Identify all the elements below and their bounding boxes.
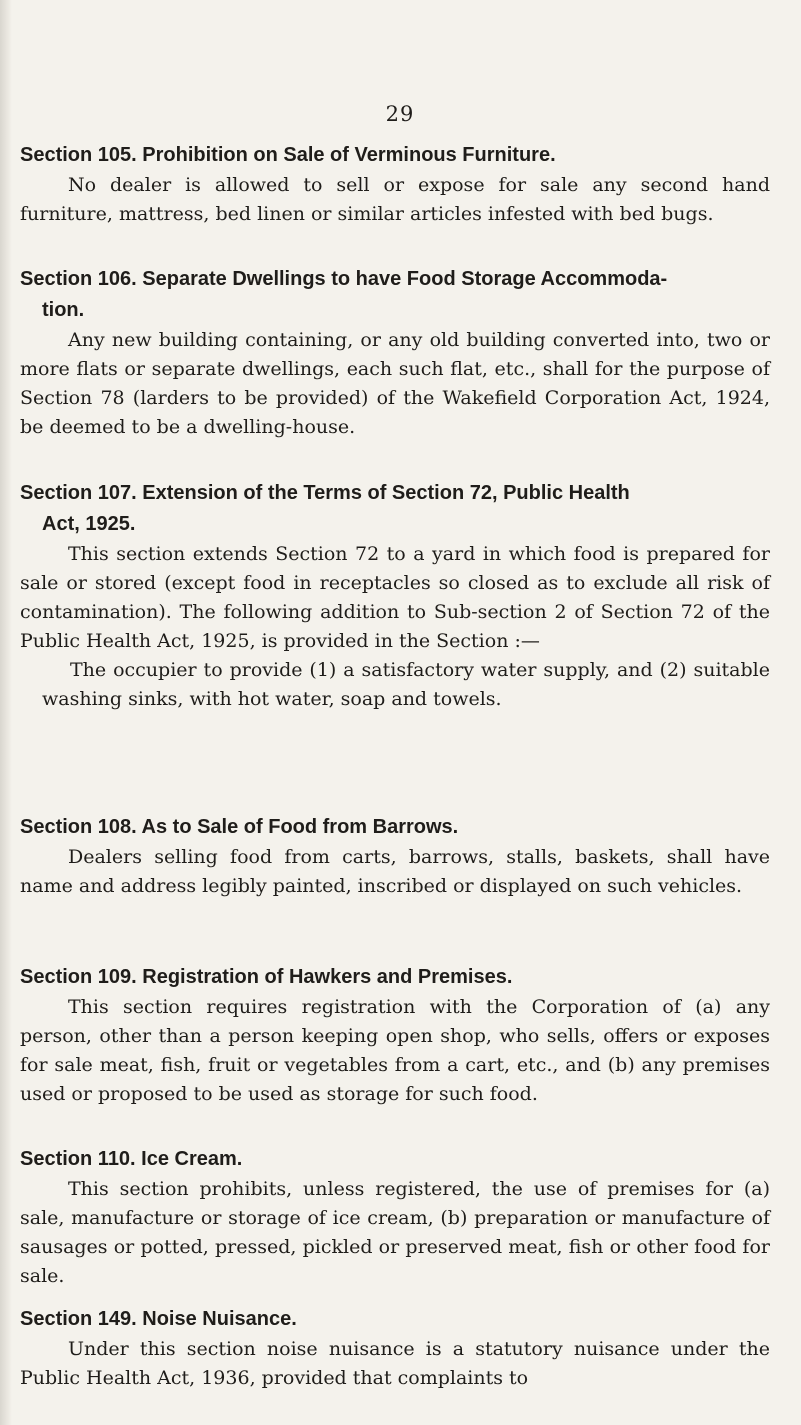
section-105: [20, 140, 770, 229]
section-109: [20, 962, 770, 1109]
section-heading: Section 110. Ice Cream.: [20, 1148, 243, 1170]
section-149: [20, 1304, 770, 1393]
section-heading: Section 108. As to Sale of Food from Barrows.: [20, 816, 459, 838]
section-106: [20, 264, 770, 442]
heading-line: Section 107. Extension of the Terms of Section 72, Public Health: [20, 482, 630, 504]
section-paragraph: Dealers selling food from carts, barrows, stalls, baskets, shall have name and address legibly painted, inscribed or displayed on such vehicles.: [20, 846, 770, 897]
section-heading: Section 149. Noise Nuisance.: [20, 1308, 297, 1330]
page-binding-edge: [0, 0, 12, 1425]
section-heading: [20, 478, 770, 540]
section-110: [20, 1144, 770, 1291]
section-107: [20, 478, 770, 714]
section-paragraph: This section requires registration with the Corporation of (a) any person, other than a person keeping open shop, who sells, offers or exposes for sale meat, fish, fruit or vegetables from a cart, etc., and (b) any premises used or proposed to be used as storage for such food.: [20, 996, 770, 1105]
section-paragraph: No dealer is allowed to sell or expose for sale any second hand furniture, mattress, bed linen or similar articles infested with bed bugs.: [20, 174, 770, 225]
section-paragraph: Any new building containing, or any old building converted into, two or more flats or separate dwellings, each such flat, etc., shall for the purpose of Section 78 (larders to be provided) of the Wakefield Corporation Act, 1924, be deemed to be a dwelling-house.: [20, 329, 770, 438]
heading-line: tion.: [42, 299, 85, 321]
section-paragraph: This section extends Section 72 to a yard in which food is prepared for sale or stored (except food in receptacles so closed as to exclude all risk of contamination). The following addition to Sub-section 2 of Section 72 of the Public Health Act, 1925, is provided in the Section :—: [20, 543, 770, 652]
section-subparagraph: The occupier to provide (1) a satisfactory water supply, and (2) suitable washing sinks, with hot water, soap and towels.: [42, 659, 770, 710]
section-heading: [20, 264, 770, 326]
page-number: 29: [385, 102, 415, 126]
section-108: [20, 812, 770, 901]
section-paragraph: Under this section noise nuisance is a statutory nuisance under the Public Health Act, 1936, provided that complaints to: [20, 1338, 770, 1389]
section-heading: Section 105. Prohibition on Sale of Verminous Furniture.: [20, 144, 556, 166]
section-heading: Section 109. Registration of Hawkers and Premises.: [20, 966, 513, 988]
document-page: [20, 0, 780, 1425]
heading-line: Act, 1925.: [42, 513, 136, 535]
heading-line: Section 106. Separate Dwellings to have Food Storage Accommoda-: [20, 268, 668, 290]
section-paragraph: This section prohibits, unless registered, the use of premises for (a) sale, manufacture or storage of ice cream, (b) preparation or manufacture of sausages or potted, pressed, pickled or preserved meat, fish or other food for sale.: [20, 1178, 770, 1287]
